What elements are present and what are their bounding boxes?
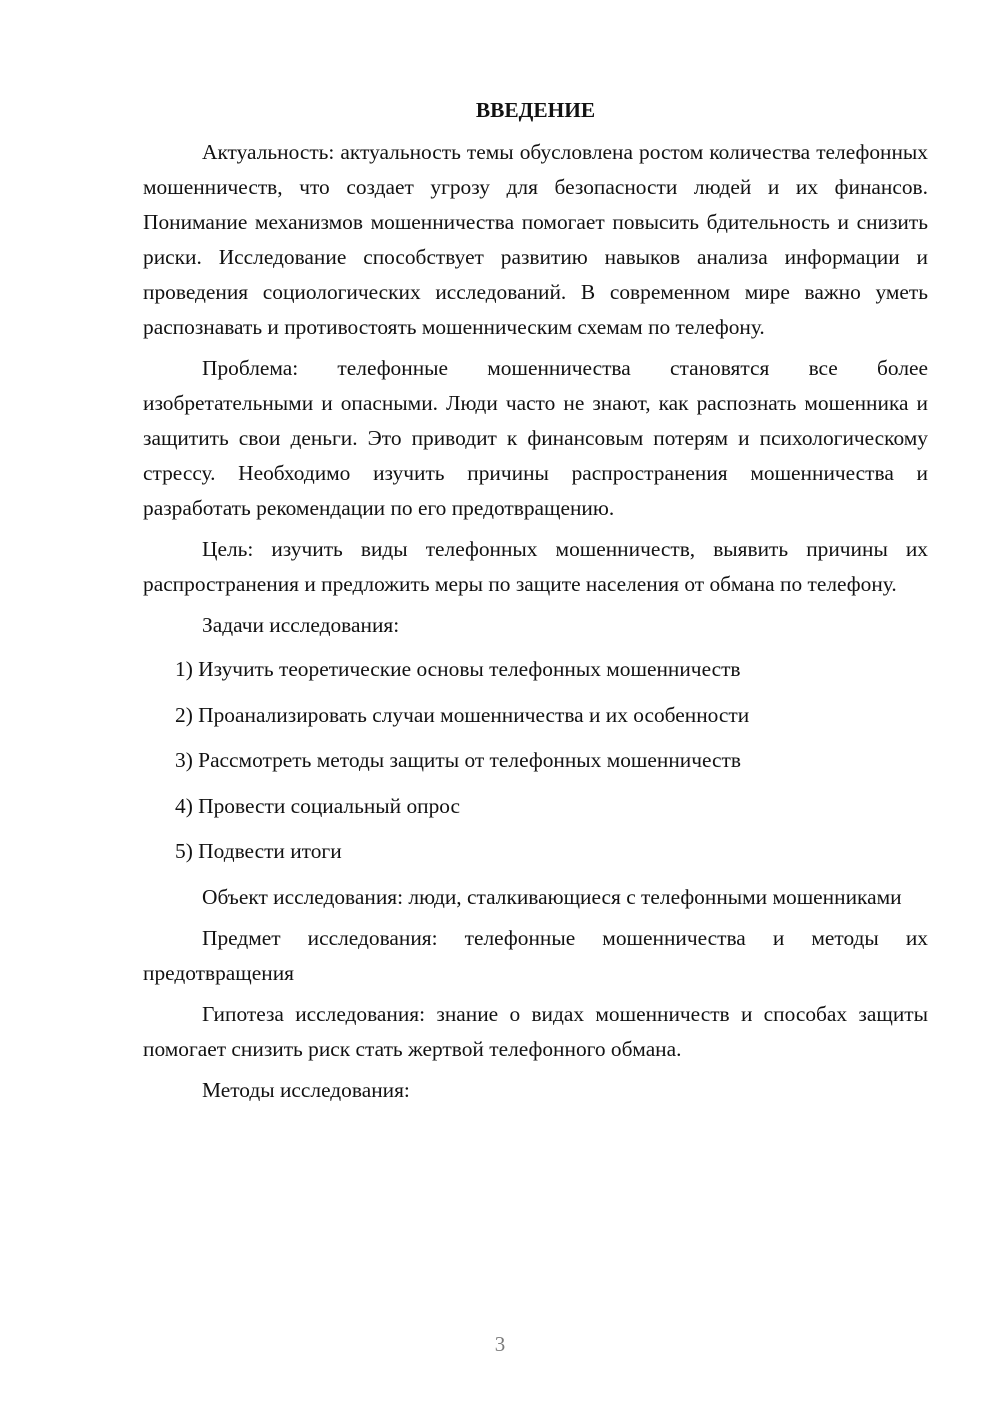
paragraph-problem: Проблема: телефонные мошенничества становятся все более изобретательными и опасными. Люди часто не знают, как распознать мошенника и защитить свои деньги. Это приводит к финансовым потерям и психологическому стрессу. Необходимо изучить причины распространения мошенничества и разработать рекомендации по его предотвращению.	[143, 356, 928, 520]
section-heading: ВВЕДЕНИЕ	[475, 98, 596, 122]
document-page	[143, 90, 928, 1117]
page-number: 3	[494, 1332, 506, 1356]
paragraph-subject: Предмет исследования: телефонные мошенничества и методы их предотвращения	[143, 925, 928, 985]
list-item: 5) Подвести итоги	[175, 839, 342, 863]
list-item: 4) Провести социальный опрос	[175, 793, 461, 818]
list-item: 1) Изучить теоретические основы телефонных мошенничеств	[175, 657, 741, 681]
paragraph-methods-title: Методы исследования:	[202, 1077, 410, 1102]
paragraph-tasks-title: Задачи исследования:	[202, 613, 400, 637]
paragraph-relevance: Актуальность: актуальность темы обусловлена ростом количества телефонных мошенничеств, что создает угрозу для безопасности людей и их финансов. Понимание механизмов мошенничества помогает повысить бдительность и снизить риски. Исследование способствует развитию навыков анализа информации и проведения социологических исследований. В современном мире важно уметь распознавать и противостоять мошенническим схемам по телефону.	[143, 140, 928, 339]
paragraph-object: Объект исследования: люди, сталкивающиеся с телефонными мошенниками	[202, 884, 902, 909]
paragraph-goal: Цель: изучить виды телефонных мошенничеств, выявить причины их распространения и предложить меры по защите населения от обмана по телефону.	[143, 537, 928, 596]
paragraph-hypothesis: Гипотеза исследования: знание о видах мошенничеств и способах защиты помогает снизить риск стать жертвой телефонного обмана.	[143, 1001, 928, 1061]
list-item: 2) Проанализировать случаи мошенничества и их особенности	[175, 702, 750, 727]
list-item: 3) Рассмотреть методы защиты от телефонных мошенничеств	[175, 748, 741, 772]
tasks-list	[143, 652, 928, 869]
